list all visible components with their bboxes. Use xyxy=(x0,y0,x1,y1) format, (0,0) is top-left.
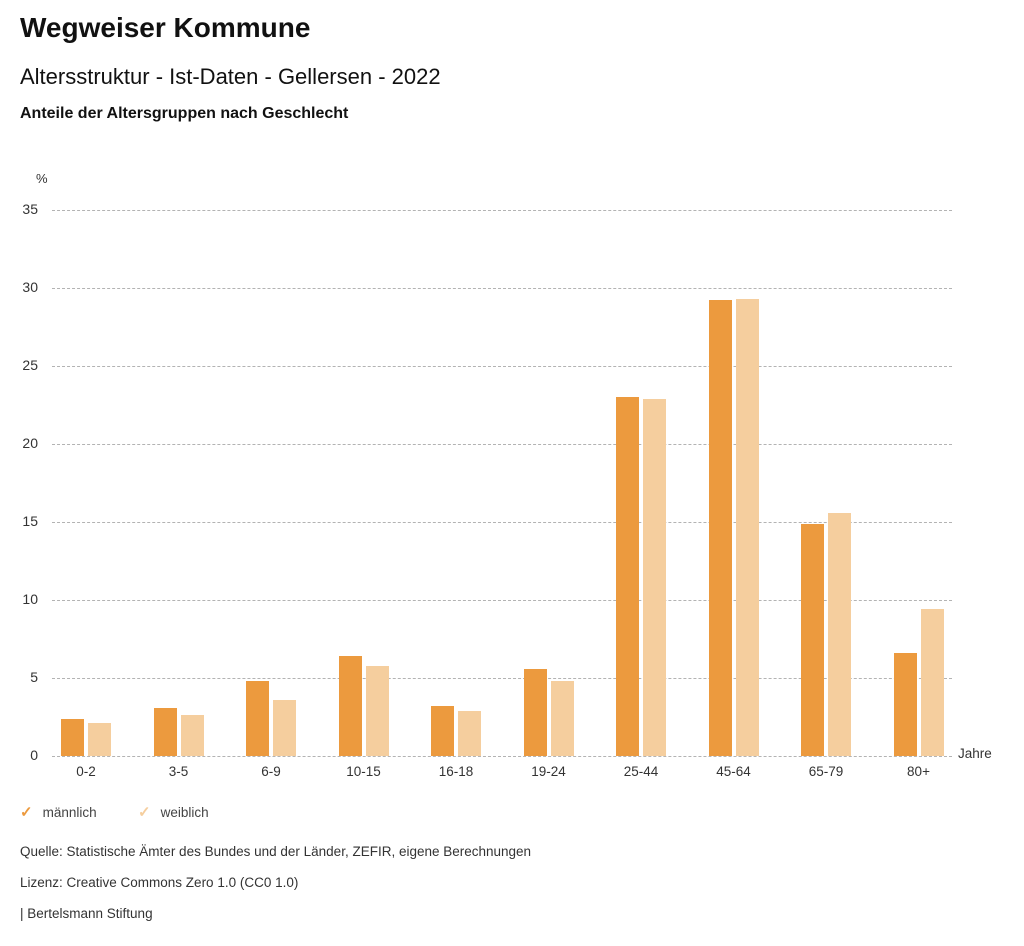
bar-weiblich-65-79[interactable] xyxy=(828,513,851,756)
x-tick-label-0-2: 0-2 xyxy=(76,764,96,779)
gridline-35 xyxy=(52,210,952,211)
app-title: Wegweiser Kommune xyxy=(20,12,311,43)
bar-weiblich-3-5[interactable] xyxy=(181,715,204,756)
gridline-0 xyxy=(52,756,952,757)
y-tick-label-30: 30 xyxy=(22,279,38,295)
bar-weiblich-10-15[interactable] xyxy=(366,666,389,756)
bar-weiblich-80+[interactable] xyxy=(921,609,944,756)
bar-männlich-3-5[interactable] xyxy=(154,708,177,756)
y-tick-label-15: 15 xyxy=(22,513,38,529)
x-tick-label-80+: 80+ xyxy=(907,764,930,779)
bar-männlich-19-24[interactable] xyxy=(524,669,547,756)
bar-männlich-10-15[interactable] xyxy=(339,656,362,756)
chart-subtitle: Anteile der Altersgruppen nach Geschlecht xyxy=(20,105,349,122)
bar-männlich-80+[interactable] xyxy=(894,653,917,756)
x-tick-label-6-9: 6-9 xyxy=(261,764,281,779)
y-tick-label-5: 5 xyxy=(30,669,38,685)
check-icon: ✓ xyxy=(20,804,33,821)
bar-männlich-45-64[interactable] xyxy=(709,300,732,756)
attribution-note: | Bertelsmann Stiftung xyxy=(20,906,153,921)
chart-title: Altersstruktur - Ist-Daten - Gellersen - 2022 xyxy=(20,64,441,89)
y-tick-label-35: 35 xyxy=(22,201,38,217)
legend-label: weiblich xyxy=(160,805,209,820)
bar-weiblich-25-44[interactable] xyxy=(643,399,666,756)
x-tick-label-25-44: 25-44 xyxy=(623,764,659,779)
y-tick-label-10: 10 xyxy=(22,591,38,607)
x-tick-label-16-18: 16-18 xyxy=(438,764,474,779)
x-tick-label-45-64: 45-64 xyxy=(716,764,751,779)
bar-männlich-16-18[interactable] xyxy=(431,706,454,756)
x-axis-unit-label: Jahre xyxy=(958,746,992,761)
bar-männlich-65-79[interactable] xyxy=(801,524,824,756)
bar-männlich-25-44[interactable] xyxy=(616,397,639,756)
x-tick-label-65-79: 65-79 xyxy=(808,764,844,779)
check-icon: ✓ xyxy=(138,804,151,821)
y-tick-label-25: 25 xyxy=(22,357,38,373)
y-tick-label-0: 0 xyxy=(30,747,38,763)
y-axis-unit-label: % xyxy=(36,171,48,186)
bar-weiblich-19-24[interactable] xyxy=(551,681,574,756)
legend-item-weiblich[interactable] xyxy=(138,803,209,821)
bar-männlich-6-9[interactable] xyxy=(246,681,269,756)
bar-männlich-0-2[interactable] xyxy=(61,719,84,756)
bar-weiblich-16-18[interactable] xyxy=(458,711,481,756)
bar-weiblich-45-64[interactable] xyxy=(736,299,759,756)
gridline-30 xyxy=(52,288,952,289)
legend-label: männlich xyxy=(42,805,97,820)
y-tick-label-20: 20 xyxy=(22,435,38,451)
x-tick-label-3-5: 3-5 xyxy=(168,764,189,779)
x-tick-label-19-24: 19-24 xyxy=(531,764,566,779)
x-tick-label-10-15: 10-15 xyxy=(346,764,381,779)
license-note: Lizenz: Creative Commons Zero 1.0 (CC0 1.0) xyxy=(20,875,299,890)
gridline-25 xyxy=(52,366,952,367)
bar-weiblich-0-2[interactable] xyxy=(88,723,111,756)
legend-item-männlich[interactable] xyxy=(20,803,97,821)
gridline-20 xyxy=(52,444,952,445)
source-note: Quelle: Statistische Ämter des Bundes und der Länder, ZEFIR, eigene Berechnungen xyxy=(20,844,532,859)
bar-weiblich-6-9[interactable] xyxy=(273,700,296,756)
